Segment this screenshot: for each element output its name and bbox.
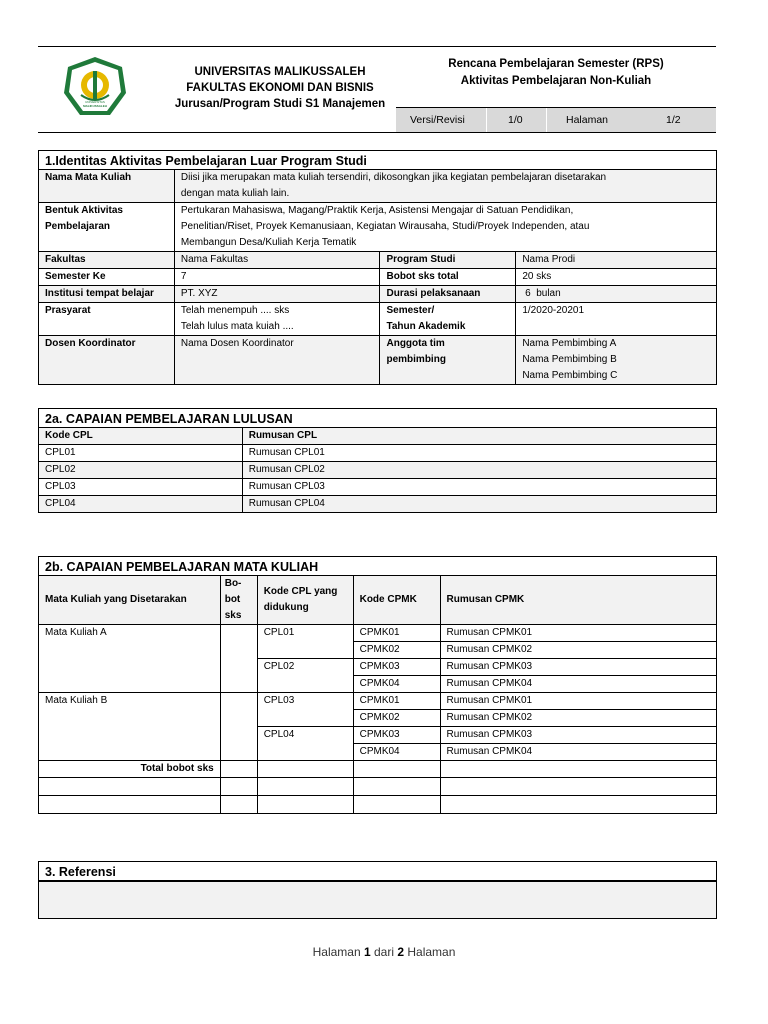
semester-tahun-label — [380, 303, 516, 336]
kodecpl-line-2: didukung — [263, 602, 309, 613]
dosen-label: Dosen Koordinator — [39, 336, 175, 385]
cpmk-rumusan: Rumusan CPMK04 — [440, 744, 717, 761]
table-header-row — [39, 576, 717, 625]
cpl-kode: CPL04 — [39, 496, 243, 513]
referensi-body — [38, 881, 717, 919]
university-seal-icon — [62, 55, 128, 121]
page-value: 1/2 — [666, 114, 681, 126]
program-name: Jurusan/Program Studi S1 Manajemen — [174, 98, 386, 110]
pembimbing-c: Nama Pembimbing C — [522, 370, 618, 381]
cpl-kode: CPL01 — [39, 445, 243, 462]
bentuk-value — [174, 203, 716, 252]
footer-page: 1 — [363, 945, 371, 959]
cpmk-table — [38, 575, 717, 814]
document-title: Rencana Pembelajaran Semester (RPS) — [448, 58, 664, 70]
version-bar — [396, 107, 716, 132]
section-cpl — [38, 408, 717, 513]
prasyarat-label: Prasyarat — [39, 303, 175, 336]
empty-cell — [257, 761, 353, 778]
cpmk-code: CPMK04 — [353, 744, 440, 761]
cpmk-code: CPMK04 — [353, 676, 440, 693]
cpl-table — [38, 427, 717, 513]
section-2a-title: 2a. CAPAIAN PEMBELAJARAN LULUSAN — [38, 408, 717, 428]
footer-word-2: dari — [370, 945, 398, 959]
table-row — [39, 496, 717, 513]
table-header-row — [39, 428, 717, 445]
col-kode-cpmk: Kode CPMK — [353, 576, 440, 625]
cpmk-code: CPMK02 — [353, 642, 440, 659]
durasi-value: 6 bulan — [516, 286, 717, 303]
semta-line-2: Tahun Akademik — [386, 321, 466, 332]
table-row — [39, 252, 717, 269]
logo-text-bottom: MALIKUSSALEH — [83, 104, 107, 108]
footer-word-3: Halaman — [404, 945, 456, 959]
total-bobot — [220, 761, 257, 778]
bentuk-label — [39, 203, 175, 252]
prasyarat-line-1: Telah menempuh .... sks — [180, 305, 290, 316]
version-value: 1/0 — [508, 114, 523, 126]
bentuk-label-line-1: Bentuk Aktivitas — [45, 205, 123, 216]
cpl-rumusan: Rumusan CPL03 — [242, 479, 716, 496]
cpmk-code: CPMK01 — [353, 693, 440, 710]
anggota-value — [516, 336, 717, 385]
cpmk-rumusan: Rumusan CPMK01 — [440, 693, 717, 710]
fakultas-label: Fakultas — [39, 252, 175, 269]
kodecpl-line-1: Kode CPL yang — [263, 586, 338, 597]
cpmk-rumusan: Rumusan CPMK02 — [440, 642, 717, 659]
cpmk-rumusan: Rumusan CPMK03 — [440, 659, 717, 676]
logo-text-top: UNIVERSITAS — [85, 100, 105, 104]
empty-row — [39, 796, 717, 814]
cpmk-rumusan: Rumusan CPMK04 — [440, 676, 717, 693]
version-divider-1 — [486, 108, 487, 132]
header-bottom-rule — [38, 132, 716, 133]
section-cpmk — [38, 556, 717, 814]
faculty-name: FAKULTAS EKONOMI DAN BISNIS — [186, 82, 374, 94]
pembimbing-a: Nama Pembimbing A — [522, 338, 617, 349]
nama-mk-line-2: dengan mata kuliah lain. — [180, 188, 290, 199]
pembimbing-b: Nama Pembimbing B — [522, 354, 617, 365]
col-bobot-sks — [220, 576, 257, 625]
table-row — [39, 203, 717, 252]
mk-b-bobot — [220, 693, 257, 761]
cpl-code: CPL02 — [257, 659, 353, 693]
cpmk-rumusan: Rumusan CPMK03 — [440, 727, 717, 744]
prodi-value: Nama Prodi — [516, 252, 717, 269]
cpl-code: CPL04 — [257, 727, 353, 761]
empty-cell — [440, 761, 717, 778]
header-top-rule — [38, 46, 716, 47]
university-name: UNIVERSITAS MALIKUSSALEH — [194, 66, 366, 78]
section-referensi — [38, 861, 717, 919]
semester-tahun-value: 1/2020-20201 — [516, 303, 717, 336]
cpl-kode: CPL03 — [39, 479, 243, 496]
semester-value: 7 — [174, 269, 380, 286]
col-kode-cpl-didukung — [257, 576, 353, 625]
cpl-rumusan: Rumusan CPL01 — [242, 445, 716, 462]
semta-line-1: Semester/ — [386, 305, 435, 316]
bentuk-line-1: Pertukaran Mahasiswa, Magang/Praktik Kerja, Asistensi Mengajar di Satuan Pendidikan, — [180, 205, 574, 216]
cpmk-code: CPMK02 — [353, 710, 440, 727]
col-rumusan-cpmk: Rumusan CPMK — [440, 576, 717, 625]
version-divider-2 — [546, 108, 547, 132]
table-row — [39, 462, 717, 479]
section-identitas — [38, 150, 717, 385]
cpl-code: CPL03 — [257, 693, 353, 727]
table-row — [39, 269, 717, 286]
empty-cell — [353, 761, 440, 778]
document-title-block — [396, 56, 716, 90]
semester-label: Semester Ke — [39, 269, 175, 286]
university-logo — [62, 55, 128, 121]
cpl-kode: CPL02 — [39, 462, 243, 479]
table-row — [39, 445, 717, 462]
total-label: Total bobot sks — [39, 761, 221, 778]
institusi-label: Institusi tempat belajar — [39, 286, 175, 303]
mk-a: Mata Kuliah A — [39, 625, 221, 693]
page-footer — [0, 945, 768, 959]
page-label: Halaman — [566, 114, 609, 126]
section-1-title: 1.Identitas Aktivitas Pembelajaran Luar Program Studi — [38, 150, 717, 170]
mk-a-bobot — [220, 625, 257, 693]
cpl-rumusan: Rumusan CPL02 — [242, 462, 716, 479]
institusi-value: PT. XYZ — [174, 286, 380, 303]
table-row — [39, 625, 717, 642]
table-row — [39, 693, 717, 710]
table-row — [39, 479, 717, 496]
footer-word-1: Halaman — [312, 945, 364, 959]
mk-b: Mata Kuliah B — [39, 693, 221, 761]
cpmk-code: CPMK03 — [353, 659, 440, 676]
table-row — [39, 303, 717, 336]
nama-mk-line-1: Diisi jika merupakan mata kuliah tersendiri, dikosongkan jika kegiatan pembelajaran disetarakan — [180, 172, 607, 183]
university-block — [160, 64, 400, 112]
section-2b-title: 2b. CAPAIAN PEMBELAJARAN MATA KULIAH — [38, 556, 717, 576]
cpl-rumusan: Rumusan CPL04 — [242, 496, 716, 513]
prodi-label: Program Studi — [380, 252, 516, 269]
cpmk-code: CPMK03 — [353, 727, 440, 744]
total-row — [39, 761, 717, 778]
cpl-code: CPL01 — [257, 625, 353, 659]
cpmk-rumusan: Rumusan CPMK01 — [440, 625, 717, 642]
identitas-table — [38, 169, 717, 385]
cpmk-rumusan: Rumusan CPMK02 — [440, 710, 717, 727]
prasyarat-value — [174, 303, 380, 336]
durasi-label: Durasi pelaksanaan — [380, 286, 516, 303]
anggota-label — [380, 336, 516, 385]
cpmk-code: CPMK01 — [353, 625, 440, 642]
col-kode-cpl: Kode CPL — [39, 428, 243, 445]
dosen-value: Nama Dosen Koordinator — [174, 336, 380, 385]
table-row — [39, 286, 717, 303]
document-subtitle: Aktivitas Pembelajaran Non-Kuliah — [460, 75, 652, 87]
anggota-line-1: Anggota tim — [386, 338, 445, 349]
bobot-value: 20 sks — [516, 269, 717, 286]
empty-row — [39, 778, 717, 796]
anggota-line-2: pembimbing — [386, 354, 446, 365]
footer-total: 2 — [397, 945, 405, 959]
nama-mk-value — [174, 170, 716, 203]
bobot-line-1: Bo- — [224, 578, 242, 589]
fakultas-value: Nama Fakultas — [174, 252, 380, 269]
bentuk-line-2: Penelitian/Riset, Proyek Kemanusiaan, Kegiatan Wirausaha, Studi/Proyek Independen, atau — [180, 221, 590, 232]
bobot-label: Bobot sks total — [380, 269, 516, 286]
col-mata-kuliah: Mata Kuliah yang Disetarakan — [39, 576, 221, 625]
nama-mk-label: Nama Mata Kuliah — [39, 170, 175, 203]
version-label: Versi/Revisi — [410, 114, 465, 126]
section-3-title: 3. Referensi — [38, 861, 717, 882]
bobot-line-2: bot — [224, 594, 241, 605]
col-rumusan-cpl: Rumusan CPL — [242, 428, 716, 445]
table-row — [39, 170, 717, 203]
prasyarat-line-2: Telah lulus mata kuiah .... — [180, 321, 294, 332]
bentuk-line-3: Membangun Desa/Kuliah Kerja Tematik — [180, 237, 357, 248]
table-row — [39, 336, 717, 385]
bentuk-label-line-2: Pembelajaran — [45, 221, 111, 232]
bobot-line-3: sks — [224, 610, 242, 621]
